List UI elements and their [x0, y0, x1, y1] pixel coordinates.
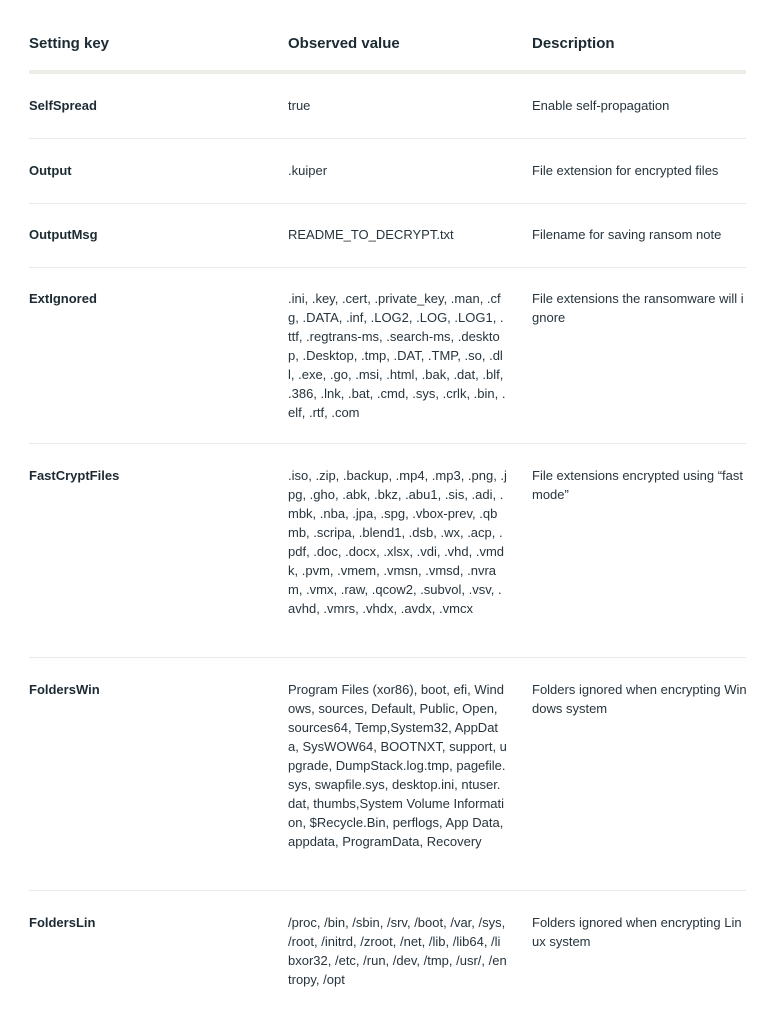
observed-value: /proc, /bin, /sbin, /srv, /boot, /var, /sys, /root, /initrd, /zroot, /net, /lib, /lib64, /libxor32, /etc, /run, /dev, /tmp, /usr/, /entropy, /opt [288, 915, 507, 987]
header-observed-value: Observed value [288, 35, 400, 52]
table-row [29, 204, 746, 268]
setting-description: Folders ignored when encrypting Windows system [532, 682, 747, 716]
setting-description: File extensions encrypted using “fast mode” [532, 468, 743, 502]
table-header [29, 0, 746, 74]
setting-description: Filename for saving ransom note [532, 227, 722, 242]
setting-description: File extensions the ransomware will ignore [532, 291, 744, 325]
table-row [29, 268, 746, 444]
setting-description: Enable self-propagation [532, 98, 670, 113]
setting-key: FastCryptFiles [29, 468, 120, 483]
table-row [29, 891, 746, 1011]
table-row [29, 444, 746, 658]
setting-description: File extension for encrypted files [532, 163, 719, 178]
table-row [29, 139, 746, 204]
setting-description: Folders ignored when encrypting Linux system [532, 915, 742, 949]
header-setting-key: Setting key [29, 35, 110, 52]
observed-value: Program Files (xor86), boot, efi, Windows, sources, Default, Public, Open, sources64, Temp,System32, AppData, SysWOW64, BOOTNXT, support, upgrade, DumpStack.log.tmp, pagefile.sys, swapfile.sys, desktop.ini, ntuser.dat, thumbs,System Volume Information, $Recycle.Bin, perflogs, App Data, appdata, ProgramData, Recovery [288, 682, 507, 849]
table-row [29, 658, 746, 891]
observed-value: .kuiper [288, 163, 328, 178]
header-description: Description [532, 35, 615, 52]
observed-value: .iso, .zip, .backup, .mp4, .mp3, .png, .jpg, .gho, .abk, .bkz, .abu1, .sis, .adi, .mbk, .nba, .jpa, .spg, .vbox-prev, .qbmb, .scripa, .blend1, .dsb, .wx, .acp, .pdf, .doc, .docx, .xlsx, .vdi, .vhd, .vmdk, .pvm, .vmem, .vmsn, .vmsd, .nvram, .vmx, .raw, .qcow2, .subvol, .vsv, .avhd, .vmrs, .vhdx, .avdx, .vmcx [288, 468, 507, 616]
setting-key: SelfSpread [29, 98, 97, 113]
setting-key: FoldersLin [29, 915, 96, 930]
observed-value: .ini, .key, .cert, .private_key, .man, .cfg, .DATA, .inf, .LOG2, .LOG, .LOG1, .ttf, .regtrans-ms, .search-ms, .desktop, .Desktop, .tmp, .DAT, .TMP, .so, .dll, .exe, .go, .msi, .html, .bak, .dat, .blf, .386, .lnk, .bat, .cmd, .sys, .crlk, .bin, .elf, .rtf, .com [288, 291, 506, 420]
observed-value: true [288, 98, 311, 113]
table-row [29, 74, 746, 139]
setting-key: ExtIgnored [29, 291, 97, 306]
setting-key: OutputMsg [29, 227, 98, 242]
setting-key: FoldersWin [29, 682, 100, 697]
observed-value: README_TO_DECRYPT.txt [288, 227, 454, 242]
setting-key: Output [29, 163, 72, 178]
